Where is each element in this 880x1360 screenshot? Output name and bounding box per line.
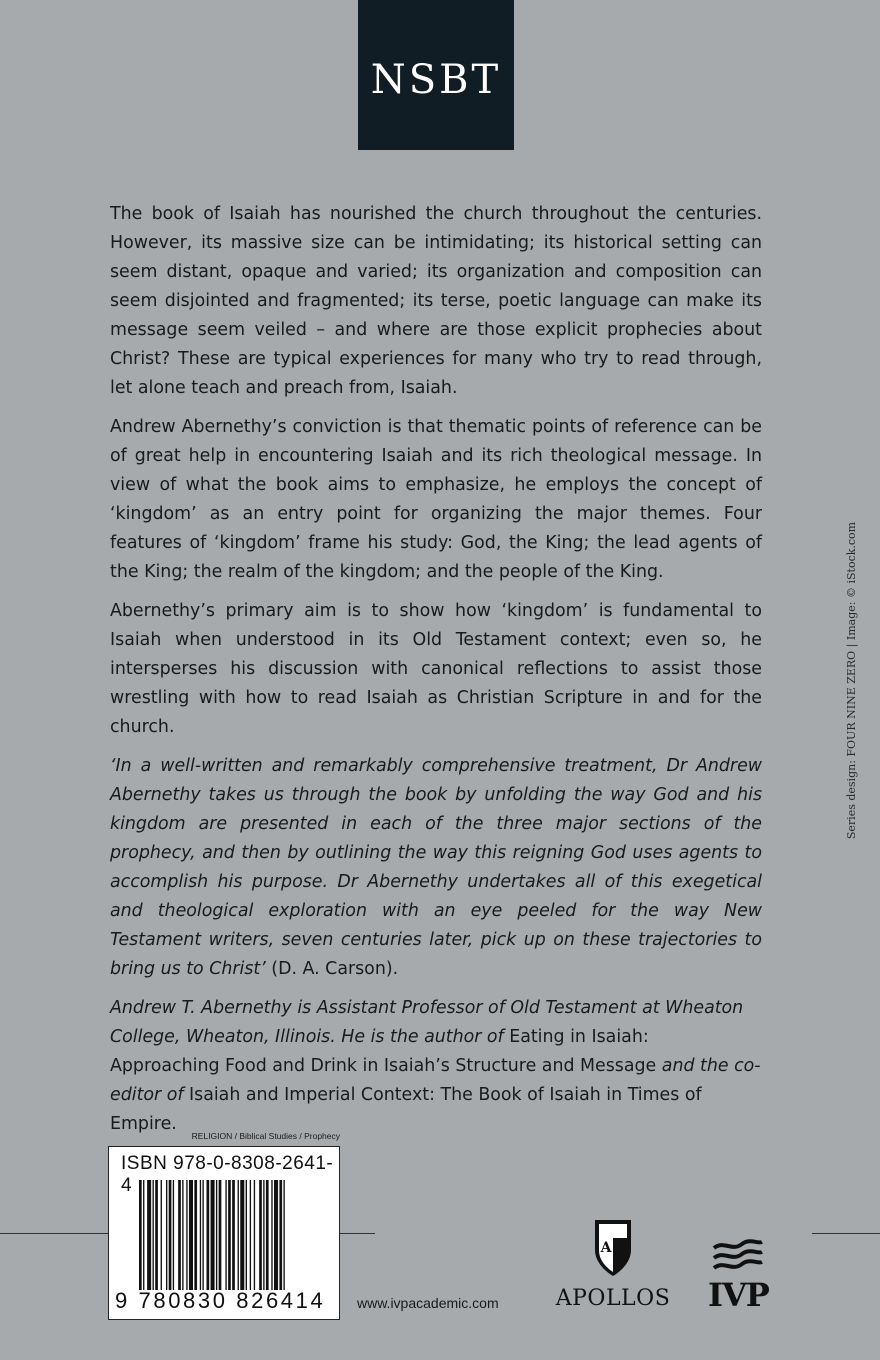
- barcode-bar: [238, 1180, 239, 1290]
- isbn-label: ISBN 978-0-8308-2641-4: [121, 1153, 334, 1196]
- divider-left: [0, 1233, 108, 1234]
- blurb-paragraph-1: The book of Isaiah has nourished the church throughout the centuries. However, its massive size can be intimidating; its historical setting can seem distant, opaque and varied; its organization and composition can seem disjointed and fragmented; its terse, poetic language can make its message seem veiled – and where are those explicit prophecies about Christ? These are typical experiences for many who try to read through, let alone teach and preach from, Isaiah.: [110, 204, 762, 398]
- bio-book-1: Eating in Isaiah: Approaching Food and Drink in Isaiah’s Structure and Message: [110, 1027, 657, 1076]
- barcode-bar: [182, 1180, 183, 1290]
- ivp-wordmark: IVP: [708, 1276, 769, 1314]
- barcode-bar: [200, 1180, 201, 1290]
- bio-lead: Andrew T. Abernethy is Assistant Professor of Old Testament at Wheaton College, Wheaton, Illinois. He is the author of: [110, 998, 744, 1047]
- endorsement-attribution: (D. A. Carson).: [265, 959, 399, 979]
- barcode-bar: [211, 1180, 215, 1290]
- publisher-url[interactable]: www.ivpacademic.com: [357, 1295, 499, 1311]
- apollos-wordmark: APOLLOS: [555, 1286, 671, 1311]
- barcode-digits: 9 780830 826414: [115, 1288, 326, 1313]
- category-label: RELIGION / Biblical Studies / Prophecy: [191, 1131, 340, 1141]
- blurb-paragraph-3: Abernethy’s primary aim is to show how ‘kingdom’ is fundamental to Isaiah when understood in its Old Testament context; even so, he intersperses his discussion with canonical reflections to assist those wrestling with how to read Isaiah as Christian Scripture in and for the church.: [110, 601, 762, 737]
- barcode-bar: [189, 1180, 193, 1290]
- barcode-bar: [240, 1180, 244, 1290]
- back-cover-text: [110, 200, 762, 1149]
- barcode-bar: [139, 1180, 142, 1290]
- ivp-logo: [708, 1238, 769, 1320]
- barcode-bar: [161, 1180, 162, 1290]
- barcode-bar: [225, 1180, 226, 1290]
- barcode-bar: [178, 1180, 181, 1290]
- apollos-shield-letter: A: [600, 1240, 612, 1256]
- bio-mid: and the co-editor of: [110, 1056, 761, 1105]
- apollos-logo: [552, 1216, 674, 1316]
- bio-book-2: Isaiah and Imperial Context: The Book of Isaiah in Times of Empire: [110, 1085, 702, 1134]
- barcode-bar: [279, 1180, 282, 1290]
- barcode-bar: [274, 1180, 278, 1290]
- endorsement: [110, 752, 762, 984]
- design-credit: [842, 520, 862, 840]
- bio-end: .: [171, 1114, 177, 1134]
- isbn-barcode: [108, 1146, 340, 1320]
- series-badge: [358, 0, 514, 150]
- divider-right: [812, 1233, 880, 1234]
- barcode-bar: [232, 1180, 235, 1290]
- apollos-shield-icon: [552, 1216, 674, 1286]
- divider-mid: [340, 1233, 375, 1234]
- blurb-paragraph-2: Andrew Abernethy’s conviction is that thematic points of reference can be of great help in encountering Isaiah and its rich theological message. In view of what the book aims to emphasize, he employs the concept of ‘kingdom’ as an entry point for organizing the major themes. Four features of ‘kingdom’ frame his study: God, the King; the lead agents of the King; the realm of the kingdom; and the people of the King.: [110, 417, 762, 582]
- barcode-bar: [216, 1180, 217, 1290]
- barcode-bar: [169, 1180, 172, 1290]
- barcode-bar: [143, 1180, 144, 1290]
- barcode-bar: [147, 1180, 151, 1290]
- barcode-bar: [259, 1180, 262, 1290]
- endorsement-quote: ‘In a well-written and remarkably comprehensive treatment, Dr Andrew Abernethy takes us through the book by unfolding the way God and his kingdom are presented in each of the three major sections of the prophecy, and then by outlining the way this reigning God uses agents to accomplish his purpose. Dr Abernethy undertakes all of this exegetical and theological exploration with an eye peeled for the way New Testament writers, seven centuries later, pick up on these trajectories to bring us to Christ’: [110, 756, 762, 979]
- barcode-bar: [173, 1180, 174, 1290]
- author-bio: [110, 994, 762, 1139]
- barcode-bar: [166, 1180, 167, 1290]
- barcode-bar: [202, 1180, 203, 1290]
- barcode-bar: [250, 1180, 251, 1290]
- barcode-bar: [186, 1180, 187, 1290]
- barcode-bar: [266, 1180, 269, 1290]
- barcode-bar: [254, 1180, 255, 1290]
- series-badge-label: NSBT: [370, 57, 502, 103]
- barcode-bar: [228, 1180, 231, 1290]
- barcode-bar: [153, 1180, 154, 1290]
- barcode-bar: [194, 1180, 197, 1290]
- ivp-waves-icon: [708, 1238, 766, 1278]
- barcode-bars: [139, 1180, 329, 1290]
- barcode-bar: [271, 1180, 272, 1290]
- design-credit-text: Series design: FOUR NINE ZERO | Image: © iStock.com: [845, 521, 859, 839]
- barcode-bar: [207, 1180, 210, 1290]
- barcode-bar: [155, 1180, 158, 1290]
- barcode-bar: [246, 1180, 247, 1290]
- barcode-bar: [283, 1180, 284, 1290]
- barcode-bar: [263, 1180, 264, 1290]
- barcode-bar: [219, 1180, 222, 1290]
